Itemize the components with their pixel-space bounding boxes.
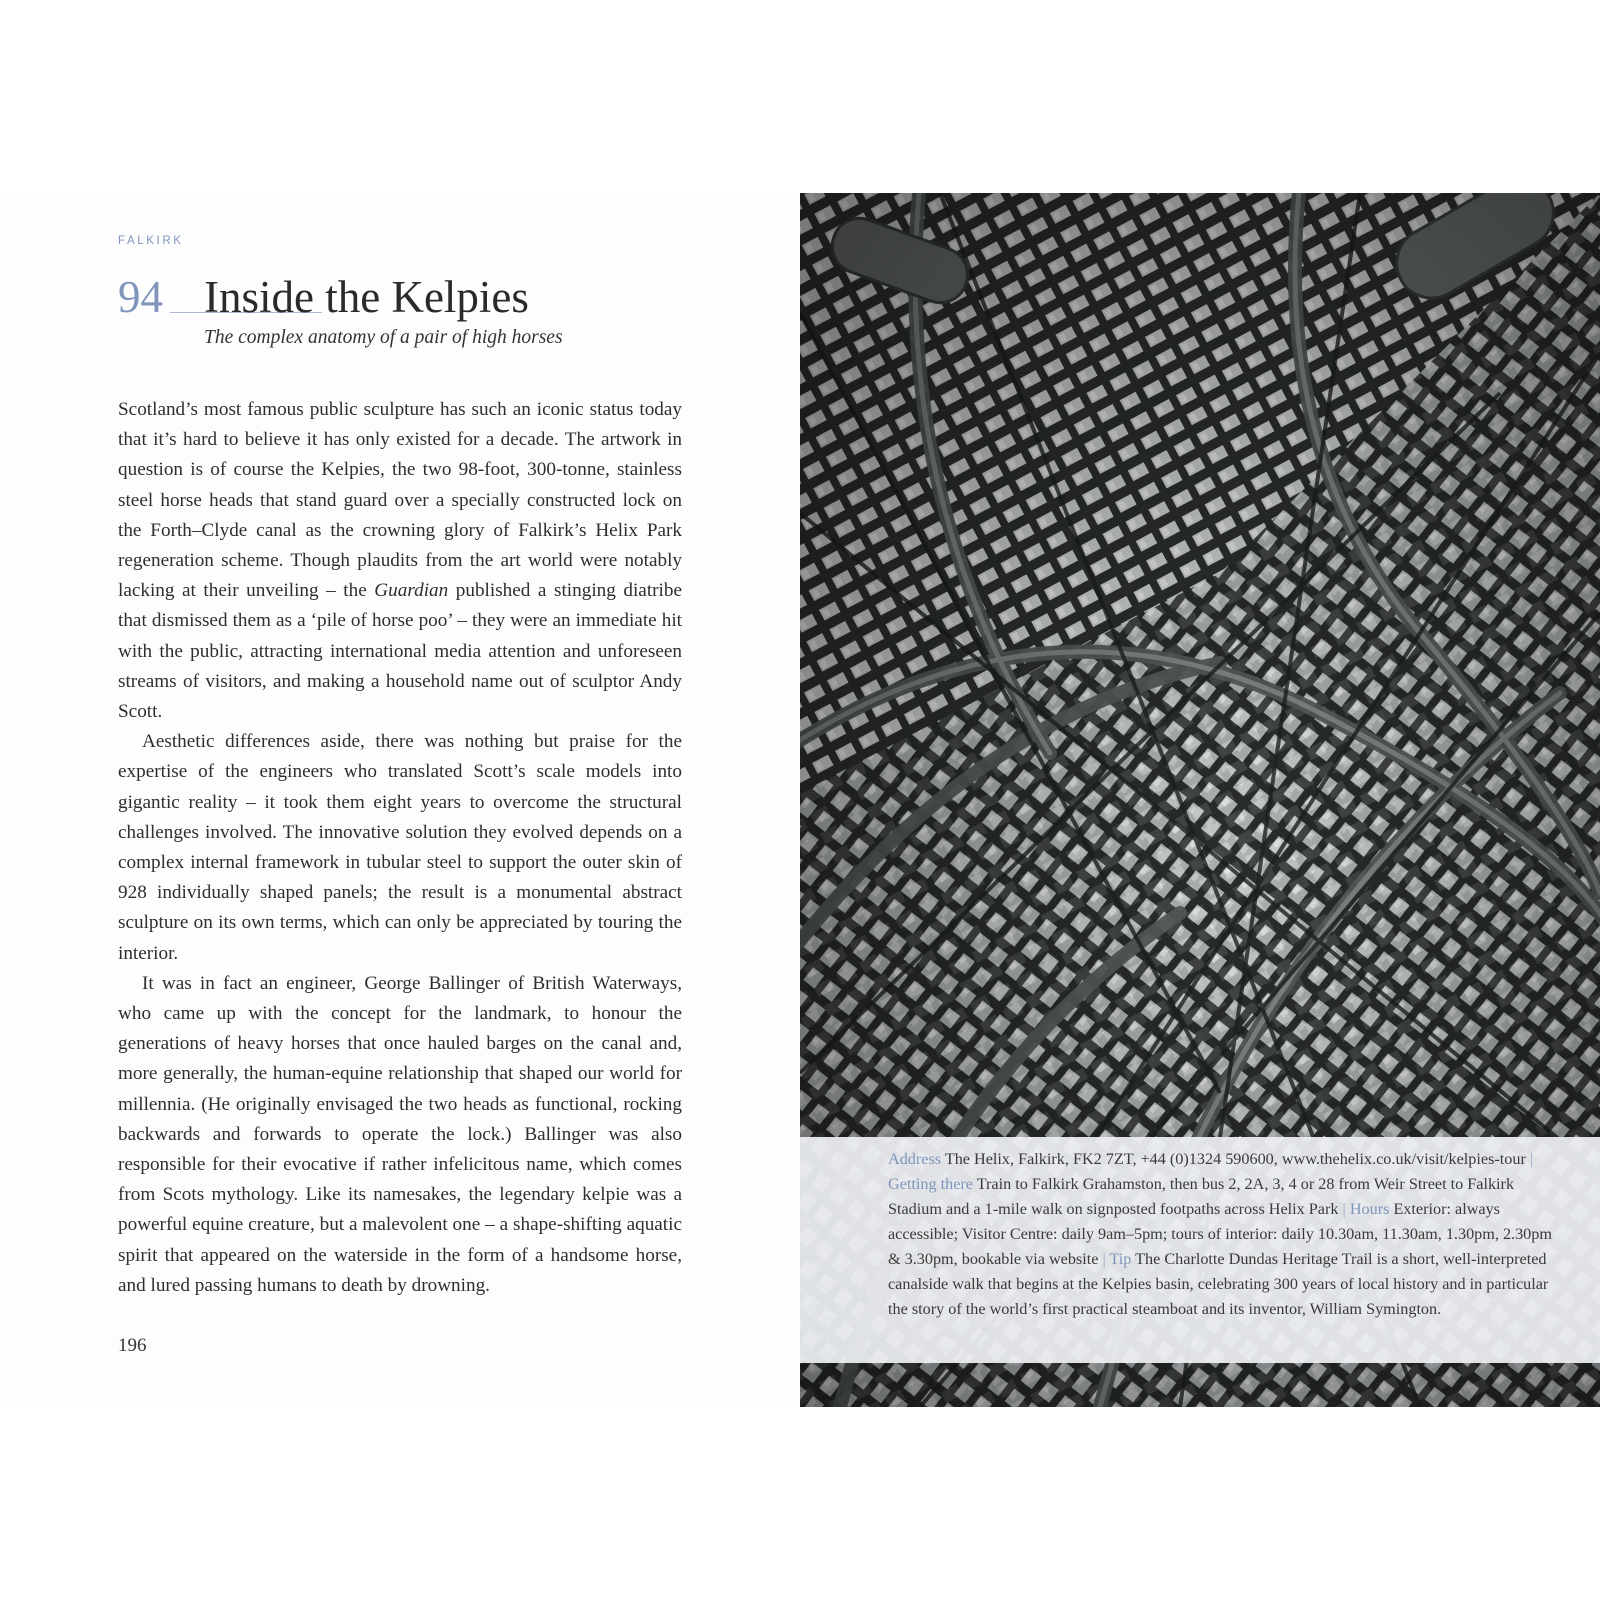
- paragraph-1-part-b: published a stinging diatribe that dismissed them as a ‘pile of horse poo’ – they were an immediate hit with the public, attracting international media attention and unforeseen streams of visitors, and making a household name out of sculptor Andy Scott.: [118, 580, 682, 723]
- body-text: [118, 395, 682, 1301]
- getting-there-label: Getting there: [888, 1175, 973, 1193]
- page-title: Inside the Kelpies: [204, 272, 529, 322]
- address-value: The Helix, Falkirk, FK2 7ZT, +44 (0)1324 590600, www.thehelix.co.uk/visit/kelpies-tour: [944, 1150, 1526, 1168]
- visitor-info-text: [888, 1147, 1568, 1322]
- paragraph-2: Aesthetic differences aside, there was nothing but praise for the expertise of the engineers who translated Scott’s scale models into gigantic reality – it took them eight years to overcome the structural challenges involved. The innovative solution they evolved depends on a complex internal framework in tubular steel to support the outer skin of 928 individually shaped panels; the result is a monumental abstract sculpture on its own terms, which can only be appreciated by touring the interior.: [118, 731, 682, 964]
- hours-value: Exterior: always accessible; Visitor Centre: daily 9am–5pm; tours of interior: daily 10.30am, 11.30am, 1.30pm, 2.30pm & 3.30pm, bookable via website: [888, 1200, 1552, 1268]
- getting-there-value: Train to Falkirk Grahamston, then bus 2, 2A, 3, 4 or 28 from Weir Street to Falkirk Stadium and a 1-mile walk on signposted footpaths across Helix Park: [888, 1175, 1515, 1218]
- page-number: 196: [118, 1335, 147, 1356]
- left-page: [0, 193, 800, 1407]
- publication-name: Guardian: [374, 580, 449, 602]
- region-label: FALKIRK: [118, 235, 184, 247]
- paragraph-1-part-a: Scotland’s most famous public sculpture has such an iconic status today that it’s hard to believe it has only existed for a decade. The artwork in question is of course the Kelpies, the two 98-foot, 300-tonne, stainless steel horse heads that stand guard over a specially constructed lock on the Forth–Clyde canal as the crowning glory of Falkirk’s Helix Park regeneration scheme. Though plaudits from the art world were notably lacking at their unveiling – the: [118, 399, 682, 602]
- paragraph-1: [118, 395, 682, 727]
- tip-value: The Charlotte Dundas Heritage Trail is a short, well-interpreted canalside walk that begins at the Kelpies basin, celebrating 300 years of local history and in particular the story of the world’s first practical steamboat and its inventor, William Symington.: [888, 1250, 1549, 1318]
- tip-label: Tip: [1109, 1250, 1132, 1268]
- separator: |: [1102, 1250, 1106, 1268]
- hours-label: Hours: [1349, 1200, 1390, 1218]
- entry-number: 94: [118, 272, 163, 322]
- page-subtitle: The complex anatomy of a pair of high horses: [204, 327, 563, 348]
- paragraph-3: It was in fact an engineer, George Ballinger of British Waterways, who came up with the concept for the landmark, to honour the generations of heavy horses that once hauled barges on the canal and, more generally, the human-equine relationship that shaped our world for millennia. (He originally envisaged the two heads as functional, rocking backwards and forwards to operate the lock.) Ballinger was also responsible for their evocative if rather infelicitous name, which comes from Scots mythology. Like its namesakes, the legendary kelpie was a powerful equine creature, but a malevolent one – a shape-shifting aquatic spirit that appeared on the waterside in the form of a handsome horse, and lured passing humans to death by drowning.: [118, 972, 682, 1296]
- separator: |: [1342, 1200, 1346, 1218]
- separator: |: [1529, 1150, 1534, 1168]
- visitor-info-box: [800, 1137, 1600, 1363]
- address-label: Address: [888, 1150, 942, 1168]
- title-row: [118, 271, 678, 331]
